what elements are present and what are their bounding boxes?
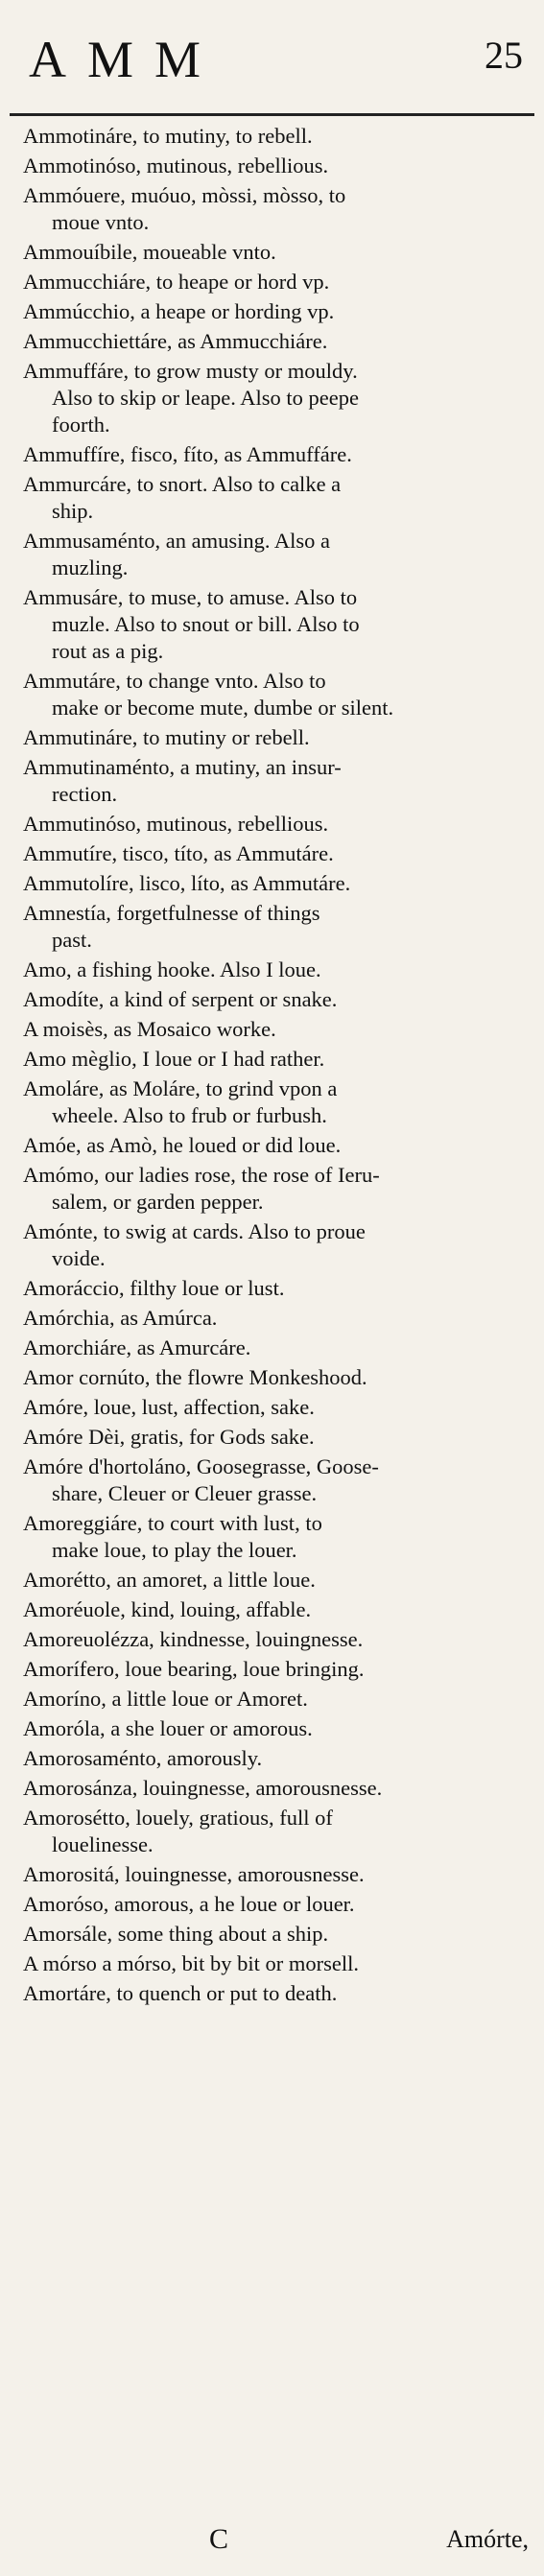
dictionary-entry bbox=[12, 298, 530, 325]
entry-line: Ammutinóso, mutinous, rebellious. bbox=[23, 812, 329, 836]
entry-continuation-line: rout as a pig. bbox=[52, 639, 164, 663]
dictionary-entry bbox=[12, 1715, 530, 1742]
dictionary-entry bbox=[12, 1656, 530, 1683]
dictionary-entry bbox=[12, 123, 530, 150]
page-number: 25 bbox=[485, 34, 523, 77]
dictionary-entry bbox=[12, 1596, 530, 1623]
entry-continuation-line: voide. bbox=[52, 1246, 106, 1270]
entry-line: Ammúcchio, a heape or hording vp. bbox=[23, 299, 335, 323]
entry-line: Ammurcáre, to snort. Also to calke a bbox=[23, 472, 342, 496]
entry-continuation-line: rection. bbox=[52, 782, 118, 806]
entry-continuation-line: muzling. bbox=[52, 555, 129, 579]
entry-line: Ammotinóso, mutinous, rebellious. bbox=[23, 154, 329, 177]
entry-line: Amoreggiáre, to court with lust, to bbox=[23, 1511, 322, 1535]
dictionary-entry bbox=[12, 1921, 530, 1948]
dictionary-entry bbox=[12, 957, 530, 983]
entry-line: Ammutáre, to change vnto. Also to bbox=[23, 669, 326, 693]
entry-line: Amoráccio, filthy loue or lust. bbox=[23, 1276, 285, 1300]
dictionary-entry bbox=[12, 269, 530, 295]
entry-line: A moisès, as Mosaico worke. bbox=[23, 1017, 276, 1041]
entry-continuation-line: past. bbox=[52, 928, 92, 952]
signature-mark: C bbox=[209, 2523, 229, 2555]
entry-line: Amorétto, an amoret, a little loue. bbox=[23, 1568, 316, 1592]
dictionary-entry bbox=[12, 1950, 530, 1977]
entry-line: Amorífero, loue bearing, loue bringing. bbox=[23, 1657, 365, 1681]
dictionary-entry bbox=[12, 1218, 530, 1272]
entry-line: Ammóuere, muóuo, mòssi, mòsso, to bbox=[23, 183, 346, 207]
dictionary-entry bbox=[12, 1453, 530, 1507]
dictionary-entry bbox=[12, 1567, 530, 1594]
entry-continuation-line: share, Cleuer or Cleuer grasse. bbox=[52, 1481, 318, 1505]
dictionary-entry bbox=[12, 840, 530, 867]
dictionary-entry bbox=[12, 668, 530, 721]
entry-continuation-line: moue vnto. bbox=[52, 210, 150, 234]
entry-line: Amoróla, a she louer or amorous. bbox=[23, 1716, 313, 1740]
entry-line: Ammuffíre, fisco, fíto, as Ammuffáre. bbox=[23, 442, 352, 466]
entry-line: Amo mèglio, I loue or I had rather. bbox=[23, 1047, 325, 1071]
dictionary-entry bbox=[12, 1626, 530, 1653]
entry-continuation-line: ship. bbox=[52, 499, 94, 523]
entry-line: Amorosaménto, amorously. bbox=[23, 1746, 263, 1770]
entry-line: Amorosétto, louely, gratious, full of bbox=[23, 1806, 333, 1830]
entry-line: Amnestía, forgetfulnesse of things bbox=[23, 901, 320, 925]
dictionary-entry bbox=[12, 1075, 530, 1129]
dictionary-entry bbox=[12, 358, 530, 438]
entry-line: Ammusáre, to muse, to amuse. Also to bbox=[23, 585, 358, 609]
entry-line: Ammutinaménto, a mutiny, an insur- bbox=[23, 755, 342, 779]
dictionary-entry bbox=[12, 1132, 530, 1159]
page-footer bbox=[0, 2523, 544, 2571]
entry-line: Ammuffáre, to grow musty or mouldy. bbox=[23, 359, 358, 383]
entry-line: Amorosánza, louingnesse, amorousnesse. bbox=[23, 1776, 383, 1800]
entry-line: Ammutíre, tisco, títo, as Ammutáre. bbox=[23, 841, 334, 865]
entry-line: Amóre Dèi, gratis, for Gods sake. bbox=[23, 1425, 315, 1449]
dictionary-entry bbox=[12, 1275, 530, 1302]
entry-continuation-line: louelinesse. bbox=[52, 1832, 154, 1856]
entry-continuation-line: muzle. Also to snout or bill. Also to bbox=[52, 612, 360, 636]
entry-line: Amoróso, amorous, a he loue or louer. bbox=[23, 1892, 355, 1916]
header-rule bbox=[10, 113, 534, 116]
entry-line: Amortáre, to quench or put to death. bbox=[23, 1981, 338, 2005]
dictionary-entry bbox=[12, 1686, 530, 1713]
entry-continuation-line: wheele. Also to frub or furbush. bbox=[52, 1103, 327, 1127]
dictionary-entry bbox=[12, 1046, 530, 1073]
entry-line: Ammutináre, to mutiny or rebell. bbox=[23, 725, 310, 749]
dictionary-entry bbox=[12, 1364, 530, 1391]
entry-line: Ammutolíre, lisco, líto, as Ammutáre. bbox=[23, 871, 351, 895]
entry-line: Amorositá, louingnesse, amorousnesse. bbox=[23, 1862, 365, 1886]
dictionary-entry bbox=[12, 1305, 530, 1332]
entry-line: Amorchiáre, as Amurcáre. bbox=[23, 1335, 251, 1359]
entry-continuation-line: make loue, to play the louer. bbox=[52, 1538, 297, 1562]
dictionary-entry bbox=[12, 900, 530, 954]
dictionary-entry bbox=[12, 1891, 530, 1918]
entry-line: Amóe, as Amò, he loued or did loue. bbox=[23, 1133, 342, 1157]
dictionary-entry bbox=[12, 1016, 530, 1043]
dictionary-entry bbox=[12, 986, 530, 1013]
dictionary-entry bbox=[12, 754, 530, 808]
entry-line: Amorsále, some thing about a ship. bbox=[23, 1922, 329, 1946]
entry-list bbox=[12, 123, 530, 2010]
entry-line: Ammouíbile, moueable vnto. bbox=[23, 240, 276, 264]
page-header bbox=[0, 21, 544, 98]
catchword: Amórte, bbox=[446, 2525, 529, 2553]
entry-line: A mórso a mórso, bit by bit or morsell. bbox=[23, 1951, 359, 1975]
entry-line: Amómo, our ladies rose, the rose of Ieru- bbox=[23, 1163, 380, 1187]
dictionary-entry bbox=[12, 584, 530, 665]
entry-line: Amoláre, as Moláre, to grind vpon a bbox=[23, 1076, 338, 1100]
entry-line: Amodíte, a kind of serpent or snake. bbox=[23, 987, 338, 1011]
running-head: AMM bbox=[29, 31, 223, 88]
dictionary-entry bbox=[12, 1980, 530, 2007]
entry-line: Ammotináre, to mutiny, to rebell. bbox=[23, 124, 313, 148]
dictionary-entry bbox=[12, 1805, 530, 1858]
entry-continuation-line: make or become mute, dumbe or silent. bbox=[52, 696, 394, 720]
entry-line: Amónte, to swig at cards. Also to proue bbox=[23, 1219, 366, 1243]
entry-line: Amoreuolézza, kindnesse, louingnesse. bbox=[23, 1627, 364, 1651]
dictionary-entry bbox=[12, 1335, 530, 1361]
dictionary-entry bbox=[12, 1424, 530, 1451]
dictionary-entry bbox=[12, 1394, 530, 1421]
dictionary-entry bbox=[12, 811, 530, 838]
entry-line: Ammusaménto, an amusing. Also a bbox=[23, 529, 330, 553]
dictionary-entry bbox=[12, 1162, 530, 1216]
dictionary-entry bbox=[12, 870, 530, 897]
dictionary-entry bbox=[12, 1510, 530, 1564]
dictionary-entry bbox=[12, 153, 530, 179]
entry-line: Amóre, loue, lust, affection, sake. bbox=[23, 1395, 315, 1419]
entry-continuation-line: salem, or garden pepper. bbox=[52, 1190, 264, 1214]
entry-line: Amoréuole, kind, louing, affable. bbox=[23, 1597, 312, 1621]
entry-continuation-line: Also to skip or leape. Also to peepe bbox=[52, 386, 359, 410]
entry-continuation-line: foorth. bbox=[52, 413, 110, 437]
dictionary-entry bbox=[12, 239, 530, 266]
entry-line: Amóre d'hortoláno, Goosegrasse, Goose- bbox=[23, 1454, 379, 1478]
entry-line: Ammucchiettáre, as Ammucchiáre. bbox=[23, 329, 328, 353]
entry-line: Amo, a fishing hooke. Also I loue. bbox=[23, 957, 321, 981]
dictionary-entry bbox=[12, 328, 530, 355]
dictionary-entry bbox=[12, 441, 530, 468]
dictionary-entry bbox=[12, 724, 530, 751]
dictionary-entry bbox=[12, 1775, 530, 1802]
entry-line: Amor cornúto, the flowre Monkeshood. bbox=[23, 1365, 367, 1389]
dictionary-entry bbox=[12, 528, 530, 581]
dictionary-entry bbox=[12, 182, 530, 236]
entry-line: Ammucchiáre, to heape or hord vp. bbox=[23, 270, 330, 294]
dictionary-entry bbox=[12, 471, 530, 525]
dictionary-entry bbox=[12, 1745, 530, 1772]
dictionary-entry bbox=[12, 1861, 530, 1888]
entry-line: Amórchia, as Amúrca. bbox=[23, 1306, 218, 1330]
entry-line: Amoríno, a little loue or Amoret. bbox=[23, 1687, 308, 1711]
